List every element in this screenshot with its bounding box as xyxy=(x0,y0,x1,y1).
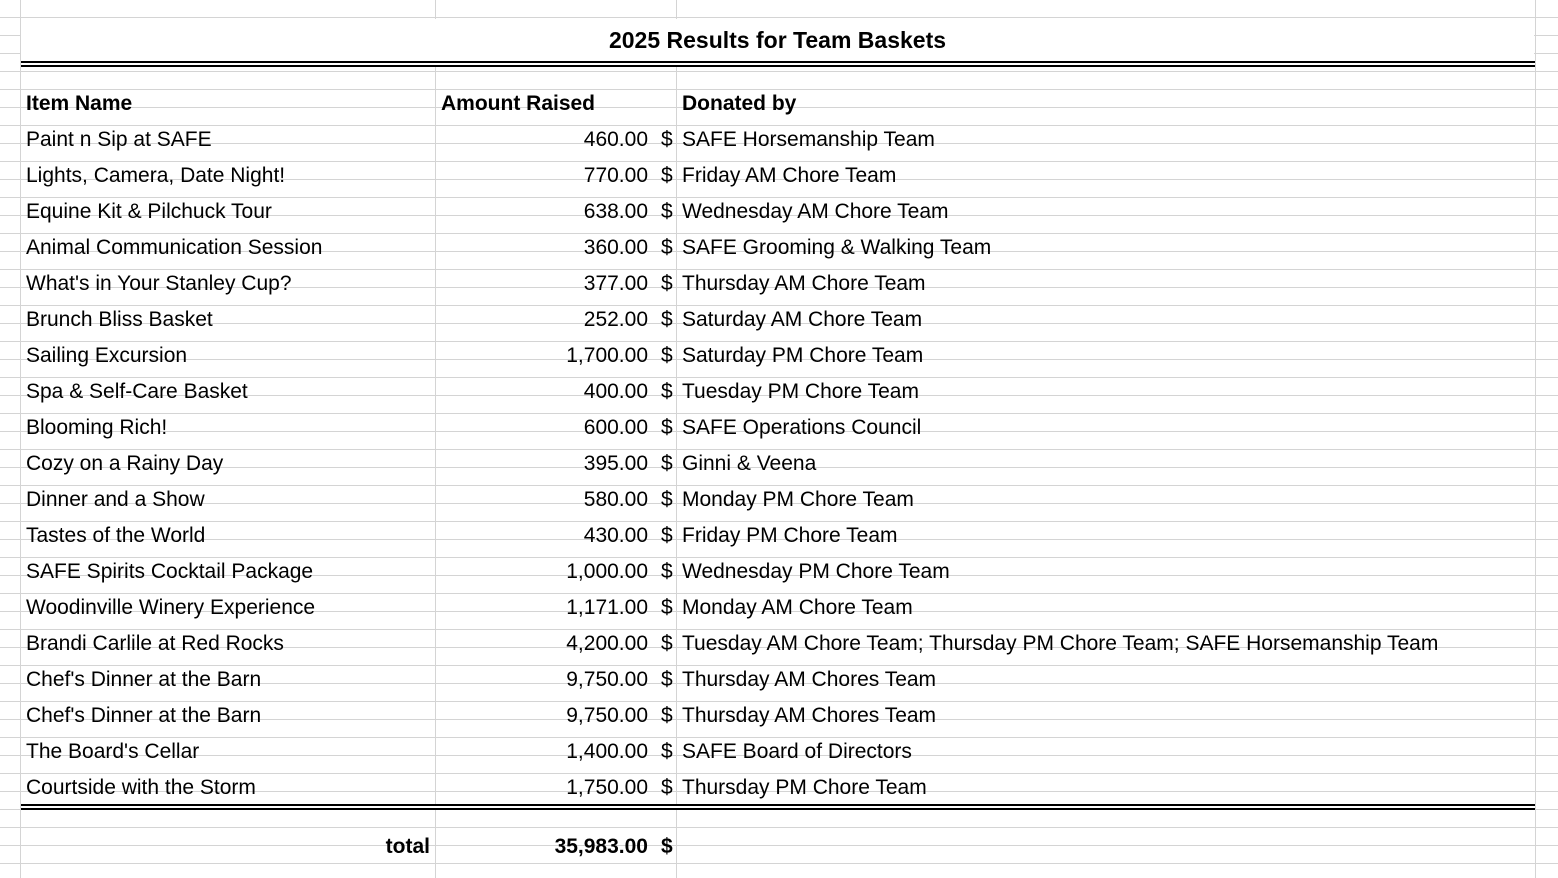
currency-symbol: $ xyxy=(661,596,673,619)
currency-symbol: $ xyxy=(661,344,673,367)
total-currency-symbol: $ xyxy=(661,835,673,858)
donor-cell[interactable]: Friday AM Chore Team xyxy=(682,164,897,187)
total-label[interactable]: total xyxy=(385,835,430,858)
donor-cell[interactable]: Saturday PM Chore Team xyxy=(682,344,924,367)
currency-symbol: $ xyxy=(661,488,673,511)
double-border-bottom xyxy=(21,804,1535,810)
donor-cell[interactable]: Tuesday PM Chore Team xyxy=(682,380,919,403)
amount-cell[interactable]: 430.00 xyxy=(583,524,648,547)
currency-symbol: $ xyxy=(661,128,673,151)
currency-symbol: $ xyxy=(661,380,673,403)
amount-cell[interactable]: 400.00 xyxy=(583,380,648,403)
currency-symbol: $ xyxy=(661,416,673,439)
item-name-cell[interactable]: Sailing Excursion xyxy=(26,344,188,367)
donor-cell[interactable]: Wednesday PM Chore Team xyxy=(682,560,950,583)
amount-cell[interactable]: 770.00 xyxy=(583,164,648,187)
item-name-cell[interactable]: Woodinville Winery Experience xyxy=(26,596,316,619)
amount-cell[interactable]: 377.00 xyxy=(583,272,648,295)
donor-cell[interactable]: Ginni & Veena xyxy=(682,452,817,475)
total-amount[interactable]: 35,983.00 xyxy=(554,835,648,858)
item-name-cell[interactable]: Animal Communication Session xyxy=(26,236,323,259)
amount-cell[interactable]: 1,750.00 xyxy=(566,776,648,799)
currency-symbol: $ xyxy=(661,704,673,727)
amount-cell[interactable]: 4,200.00 xyxy=(566,632,648,655)
donor-cell[interactable]: Thursday PM Chore Team xyxy=(682,776,927,799)
header-amount-raised[interactable]: Amount Raised xyxy=(441,92,596,115)
item-name-cell[interactable]: Lights, Camera, Date Night! xyxy=(26,164,286,187)
amount-cell[interactable]: 638.00 xyxy=(583,200,648,223)
item-name-cell[interactable]: Spa & Self-Care Basket xyxy=(26,380,248,403)
amount-cell[interactable]: 460.00 xyxy=(583,128,648,151)
amount-cell[interactable]: 1,400.00 xyxy=(566,740,648,763)
donor-cell[interactable]: Monday PM Chore Team xyxy=(682,488,914,511)
item-name-cell[interactable]: Courtside with the Storm xyxy=(26,776,256,799)
header-donated-by[interactable]: Donated by xyxy=(682,92,797,115)
item-name-cell[interactable]: SAFE Spirits Cocktail Package xyxy=(26,560,314,583)
donor-cell[interactable]: Saturday AM Chore Team xyxy=(682,308,923,331)
item-name-cell[interactable]: Chef's Dinner at the Barn xyxy=(26,668,262,691)
currency-symbol: $ xyxy=(661,560,673,583)
item-name-cell[interactable]: Paint n Sip at SAFE xyxy=(26,128,212,151)
amount-cell[interactable]: 1,171.00 xyxy=(566,596,648,619)
item-name-cell[interactable]: Cozy on a Rainy Day xyxy=(26,452,224,475)
amount-cell[interactable]: 360.00 xyxy=(583,236,648,259)
column-divider xyxy=(1535,0,1536,878)
donor-cell[interactable]: Tuesday AM Chore Team; Thursday PM Chore Team; SAFE Horsemanship Team xyxy=(682,632,1439,655)
currency-symbol: $ xyxy=(661,272,673,295)
donor-cell[interactable]: SAFE Board of Directors xyxy=(682,740,912,763)
amount-cell[interactable]: 1,700.00 xyxy=(566,344,648,367)
amount-cell[interactable]: 580.00 xyxy=(583,488,648,511)
item-name-cell[interactable]: Dinner and a Show xyxy=(26,488,205,511)
currency-symbol: $ xyxy=(661,200,673,223)
item-name-cell[interactable]: Brandi Carlile at Red Rocks xyxy=(26,632,284,655)
donor-cell[interactable]: SAFE Grooming & Walking Team xyxy=(682,236,992,259)
donor-cell[interactable]: Thursday AM Chores Team xyxy=(682,704,937,727)
item-name-cell[interactable]: Brunch Bliss Basket xyxy=(26,308,213,331)
item-name-cell[interactable]: Equine Kit & Pilchuck Tour xyxy=(26,200,272,223)
currency-symbol: $ xyxy=(661,668,673,691)
currency-symbol: $ xyxy=(661,632,673,655)
currency-symbol: $ xyxy=(661,776,673,799)
double-border-top xyxy=(21,61,1535,67)
donor-cell[interactable]: SAFE Operations Council xyxy=(682,416,922,439)
currency-symbol: $ xyxy=(661,236,673,259)
column-divider xyxy=(676,0,677,878)
amount-cell[interactable]: 9,750.00 xyxy=(566,668,648,691)
amount-cell[interactable]: 395.00 xyxy=(583,452,648,475)
amount-cell[interactable]: 9,750.00 xyxy=(566,704,648,727)
amount-cell[interactable]: 600.00 xyxy=(583,416,648,439)
donor-cell[interactable]: Thursday AM Chores Team xyxy=(682,668,937,691)
donor-cell[interactable]: SAFE Horsemanship Team xyxy=(682,128,935,151)
column-divider xyxy=(435,0,436,878)
column-divider xyxy=(20,0,21,878)
item-name-cell[interactable]: Blooming Rich! xyxy=(26,416,168,439)
item-name-cell[interactable]: Tastes of the World xyxy=(26,524,206,547)
currency-symbol: $ xyxy=(661,524,673,547)
header-item-name[interactable]: Item Name xyxy=(26,92,133,115)
sheet-title[interactable]: 2025 Results for Team Baskets xyxy=(21,19,1534,61)
donor-cell[interactable]: Wednesday AM Chore Team xyxy=(682,200,949,223)
donor-cell[interactable]: Friday PM Chore Team xyxy=(682,524,898,547)
currency-symbol: $ xyxy=(661,164,673,187)
item-name-cell[interactable]: What's in Your Stanley Cup? xyxy=(26,272,292,295)
item-name-cell[interactable]: Chef's Dinner at the Barn xyxy=(26,704,262,727)
currency-symbol: $ xyxy=(661,452,673,475)
amount-cell[interactable]: 1,000.00 xyxy=(566,560,648,583)
currency-symbol: $ xyxy=(661,308,673,331)
donor-cell[interactable]: Monday AM Chore Team xyxy=(682,596,913,619)
currency-symbol: $ xyxy=(661,740,673,763)
item-name-cell[interactable]: The Board's Cellar xyxy=(26,740,200,763)
amount-cell[interactable]: 252.00 xyxy=(583,308,648,331)
donor-cell[interactable]: Thursday AM Chore Team xyxy=(682,272,926,295)
